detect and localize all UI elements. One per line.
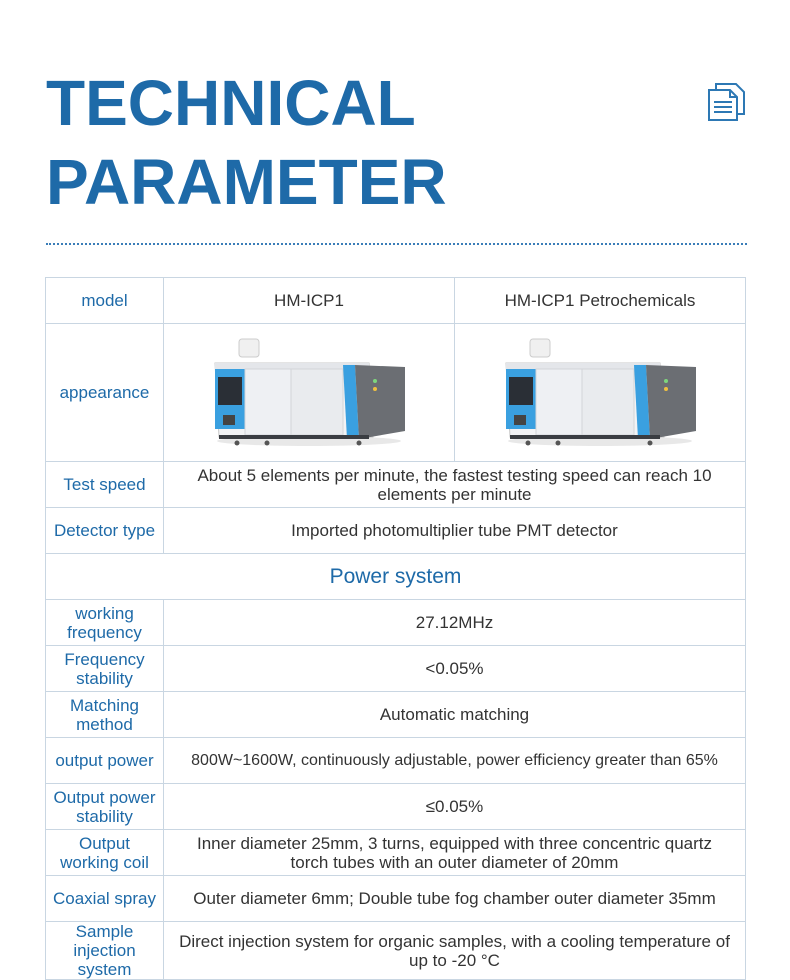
- spec-value: Automatic matching: [164, 692, 746, 738]
- table-row: [46, 324, 746, 462]
- spec-label: Frequency stability: [46, 646, 164, 692]
- appearance-image-1: [164, 324, 455, 462]
- dotted-divider: [46, 243, 747, 245]
- document-copy-icon: [706, 80, 748, 122]
- spec-label: Coaxial spray: [46, 876, 164, 922]
- detector-type-value: Imported photomultiplier tube PMT detector: [164, 508, 746, 554]
- spec-label: working frequency: [46, 600, 164, 646]
- table-row: [46, 462, 746, 508]
- spec-value: 800W~1600W, continuously adjustable, power efficiency greater than 65%: [164, 738, 746, 784]
- table-row: [46, 600, 746, 646]
- spec-label: Matching method: [46, 692, 164, 738]
- table-row: [46, 692, 746, 738]
- table-row: [46, 922, 746, 980]
- model-label: model: [46, 278, 164, 324]
- spec-label: Output working coil: [46, 830, 164, 876]
- section-heading-power-system: Power system: [46, 554, 746, 600]
- spec-label: output power: [46, 738, 164, 784]
- model-name-2: HM-ICP1 Petrochemicals: [455, 278, 746, 324]
- table-row: [46, 830, 746, 876]
- page-title: [46, 64, 447, 222]
- test-speed-label: Test speed: [46, 462, 164, 508]
- appearance-label: appearance: [46, 324, 164, 462]
- table-row: [46, 738, 746, 784]
- table-row: [46, 554, 746, 600]
- spec-label: Sample injection system: [46, 922, 164, 980]
- table-row: [46, 508, 746, 554]
- table-row: [46, 876, 746, 922]
- icp-spectrometer-image: [209, 337, 409, 449]
- spec-value: <0.05%: [164, 646, 746, 692]
- title-line-2: PARAMETER: [46, 146, 447, 218]
- technical-parameter-table: [45, 277, 746, 980]
- spec-value: Direct injection system for organic samples, with a cooling temperature of up to -20 °C: [164, 922, 746, 980]
- detector-type-label: Detector type: [46, 508, 164, 554]
- spec-value: Inner diameter 25mm, 3 turns, equipped with three concentric quartz torch tubes with an outer diameter of 20mm: [164, 830, 746, 876]
- table-row: [46, 646, 746, 692]
- test-speed-value: About 5 elements per minute, the fastest testing speed can reach 10 elements per minute: [164, 462, 746, 508]
- appearance-image-2: [455, 324, 746, 462]
- model-name-1: HM-ICP1: [164, 278, 455, 324]
- icp-spectrometer-image: [500, 337, 700, 449]
- title-line-1: TECHNICAL: [46, 67, 416, 139]
- spec-value: Outer diameter 6mm; Double tube fog chamber outer diameter 35mm: [164, 876, 746, 922]
- spec-label: Output power stability: [46, 784, 164, 830]
- spec-value: ≤0.05%: [164, 784, 746, 830]
- spec-value: 27.12MHz: [164, 600, 746, 646]
- table-row: [46, 278, 746, 324]
- table-row: [46, 784, 746, 830]
